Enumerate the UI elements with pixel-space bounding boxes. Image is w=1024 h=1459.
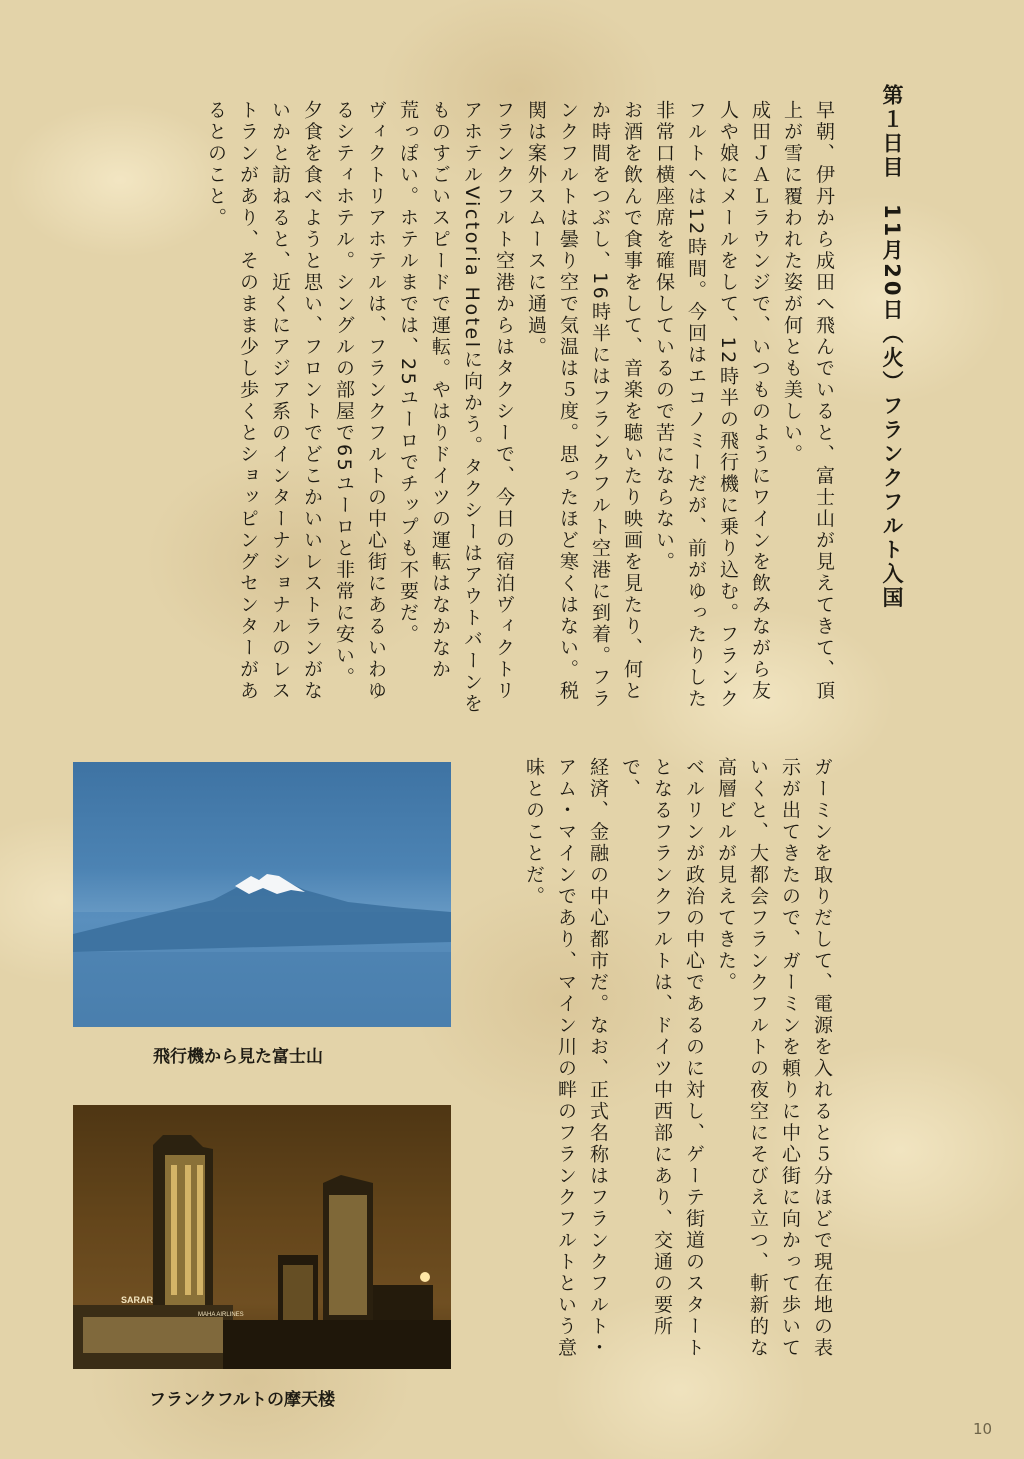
paragraph: お酒を飲んで食事をして、音楽を聴いたり映画を見たり、何と か時間をつぶし、16時半にはフランクフルト空港に到着。フラ ンクフルトは曇り空で気温は５度。思ったほど寒くはない。税 関は案外スムースに通過。	[525, 100, 643, 710]
chapter-heading-text: 第１日目 11月20日（火）フランクフルト入国	[880, 84, 904, 611]
frankfurt-skyscrapers-photo	[73, 1105, 451, 1369]
paragraph: ヴィクトリアホテルは、フランクフルトの中心街にあるいわゆ るシティホテル。シングルの部屋で65ユーロと非常に安い。	[333, 100, 387, 702]
chapter-heading	[876, 84, 908, 644]
page-number: 10	[973, 1420, 993, 1438]
paragraph: ベルリンが政治の中心であるのに対し、ゲーテ街道のスタート となるフランクフルトは、ドイツ中西部にあり、交通の要所で、 経済、金融の中心都市だ。なお、正式名称はフランクフルト・ アム・マインであり、マイン川の畔のフランクフルトという意 味とのことだ。	[523, 757, 705, 1359]
frankfurt-caption: フランクフルトの摩天楼	[149, 1390, 335, 1410]
mount-fuji-caption: 飛行機から見た富士山	[153, 1047, 323, 1067]
paragraph: フランクフルト空港からはタクシーで、今日の宿泊ヴィクトリ アホテルVictoria Hotelに向かう。タクシーはアウトバーンを ものすごいスピードで運転。やはりドイツの運転はなかなか 荒っぽい。ホテルまでは、25ユーロでチップも不要だ。	[397, 100, 515, 715]
upper-text-block	[200, 100, 840, 720]
paragraph: ガーミンを取りだして、電源を入れると５分ほどで現在地の表 示が出てきたので、ガーミンを頼りに中心街に向かって歩いて いくと、大都会フランクフルトの夜空にそびえ立つ、斬新的な 高層ビルが見えてきた。	[715, 757, 833, 1359]
paragraph: 早朝、伊丹から成田へ飛んでいると、富士山が見えてきて、頂 上が雪に覆われた姿が何とも美しい。	[781, 100, 835, 702]
paragraph: 成田ＪＡＬラウンジで、いつものようにワインを飲みながら友 人や娘にメールをして、12時半の飛行機に乗り込む。フランク フルトへは12時間。今回はエコノミーだが、前がゆったりした 非常口横座席を確保しているので苦にならない。	[653, 100, 771, 710]
mount-fuji-illustration	[73, 762, 451, 1027]
paragraph: 夕食を食べようと思い、フロントでどこかいいレストランがな いかと訪ねると、近くにアジア系のインターナショナルのレス トランがあり、そのまま少し歩くとショッピングセンターがあ るとのこと。	[205, 100, 323, 702]
lower-text-block	[518, 757, 838, 1377]
building-sign-sarar: SARAR	[121, 1295, 154, 1305]
building-sign-airline: MAHA AIRLINES	[198, 1312, 244, 1318]
mount-fuji-photo	[73, 762, 451, 1027]
frankfurt-skyline-illustration	[73, 1105, 451, 1369]
